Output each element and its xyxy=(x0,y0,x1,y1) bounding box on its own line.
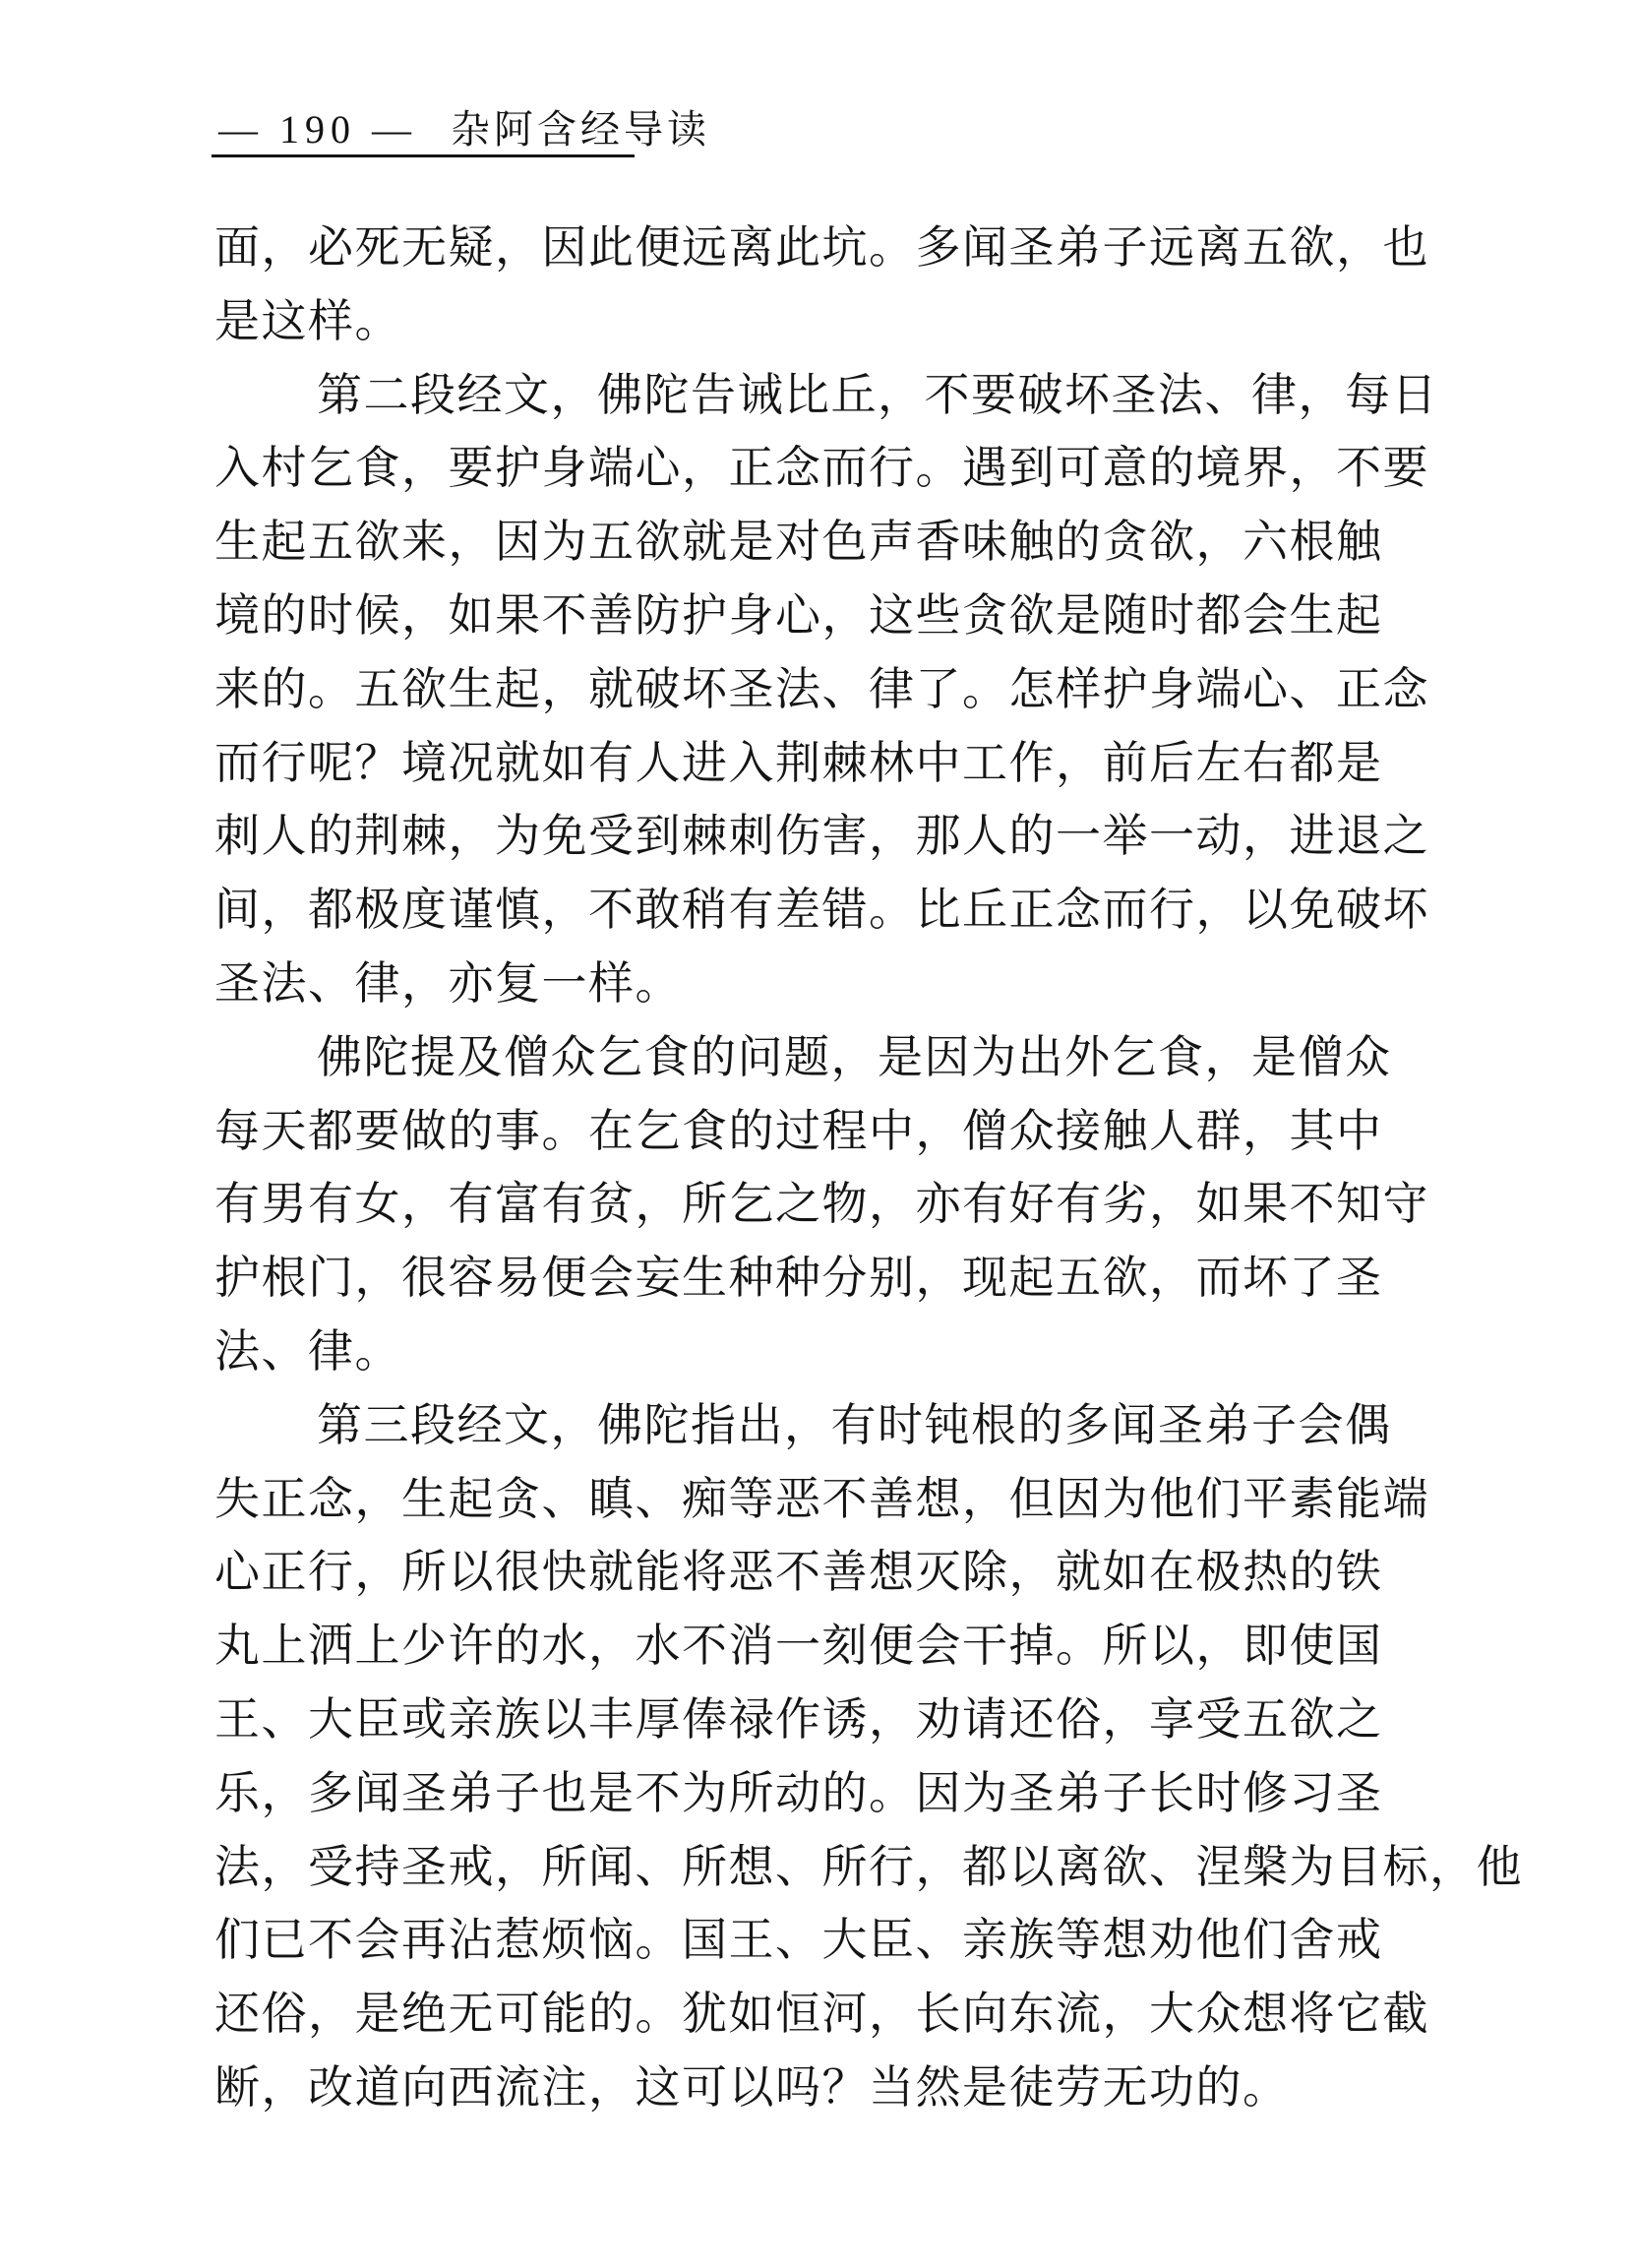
page-number: — 190 — xyxy=(218,107,417,152)
paragraph xyxy=(214,212,1454,359)
running-header xyxy=(218,106,710,153)
text-line: 是这样。 xyxy=(214,295,401,346)
text-line: 第三段经文，佛陀指出，有时钝根的多闻圣弟子会偶 xyxy=(317,1399,1392,1450)
text-line: 佛陀提及僧众乞食的问题，是因为出外乞食，是僧众 xyxy=(317,1031,1392,1082)
text-line: 还俗，是绝无可能的。犹如恒河，长向东流，大众想将它截 xyxy=(214,1989,1429,2040)
text-line: 第二段经文，佛陀告诫比丘，不要破坏圣法、律，每日 xyxy=(317,369,1438,420)
body-text xyxy=(214,212,1523,2125)
text-line: 心正行，所以很快就能将恶不善想灭除，就如在极热的铁 xyxy=(214,1547,1383,1598)
text-line: 失正念，生起贪、瞋、痴等恶不善想，但因为他们平素能端 xyxy=(214,1473,1429,1524)
book-title: 杂阿含经导读 xyxy=(451,107,710,152)
text-line: 生起五欲来，因为五欲就是对色声香味触的贪欲，六根触 xyxy=(214,517,1383,568)
text-line: 断，改道向西流注，这可以吗？当然是徒劳无功的。 xyxy=(214,2061,1290,2113)
header-rule xyxy=(212,154,635,157)
text-line: 面，必死无疑，因此便远离此坑。多闻圣弟子远离五欲，也 xyxy=(214,222,1429,273)
text-line: 护根门，很容易便会妄生种种分别，现起五欲，而坏了圣 xyxy=(214,1253,1383,1304)
paragraph xyxy=(214,359,1454,1021)
paragraph xyxy=(214,1021,1454,1389)
text-line: 每天都要做的事。在乞食的过程中，僧众接触人群，其中 xyxy=(214,1105,1383,1156)
text-line: 乐，多闻圣弟子也是不为所动的。因为圣弟子长时修习圣 xyxy=(214,1767,1383,1818)
text-line: 王、大臣或亲族以丰厚俸禄作诱，劝请还俗，享受五欲之 xyxy=(214,1693,1383,1745)
text-line: 们已不会再沾惹烦恼。国王、大臣、亲族等想劝他们舍戒 xyxy=(214,1915,1383,1966)
text-line: 入村乞食，要护身端心，正念而行。遇到可意的境界，不要 xyxy=(214,443,1429,494)
text-line: 境的时候，如果不善防护身心，这些贪欲是随时都会生起 xyxy=(214,589,1383,641)
text-line: 来的。五欲生起，就破坏圣法、律了。怎样护身端心、正念 xyxy=(214,663,1429,714)
text-line: 圣法、律，亦复一样。 xyxy=(214,957,682,1009)
text-line: 间，都极度谨慎，不敢稍有差错。比丘正念而行，以免破坏 xyxy=(214,885,1429,936)
text-line: 法，受持圣戒，所闻、所想、所行，都以离欲、涅槃为目标，他 xyxy=(214,1841,1523,1892)
text-line: 丸上洒上少许的水，水不消一刻便会干掉。所以，即使国 xyxy=(214,1621,1383,1672)
text-line: 刺人的荆棘，为免受到棘刺伤害，那人的一举一动，进退之 xyxy=(214,811,1429,862)
text-line: 有男有女，有富有贫，所乞之物，亦有好有劣，如果不知守 xyxy=(214,1179,1429,1230)
text-line: 而行呢？境况就如有人进入荆棘林中工作，前后左右都是 xyxy=(214,737,1383,788)
text-line: 法、律。 xyxy=(214,1325,401,1377)
paragraph xyxy=(214,1389,1523,2125)
